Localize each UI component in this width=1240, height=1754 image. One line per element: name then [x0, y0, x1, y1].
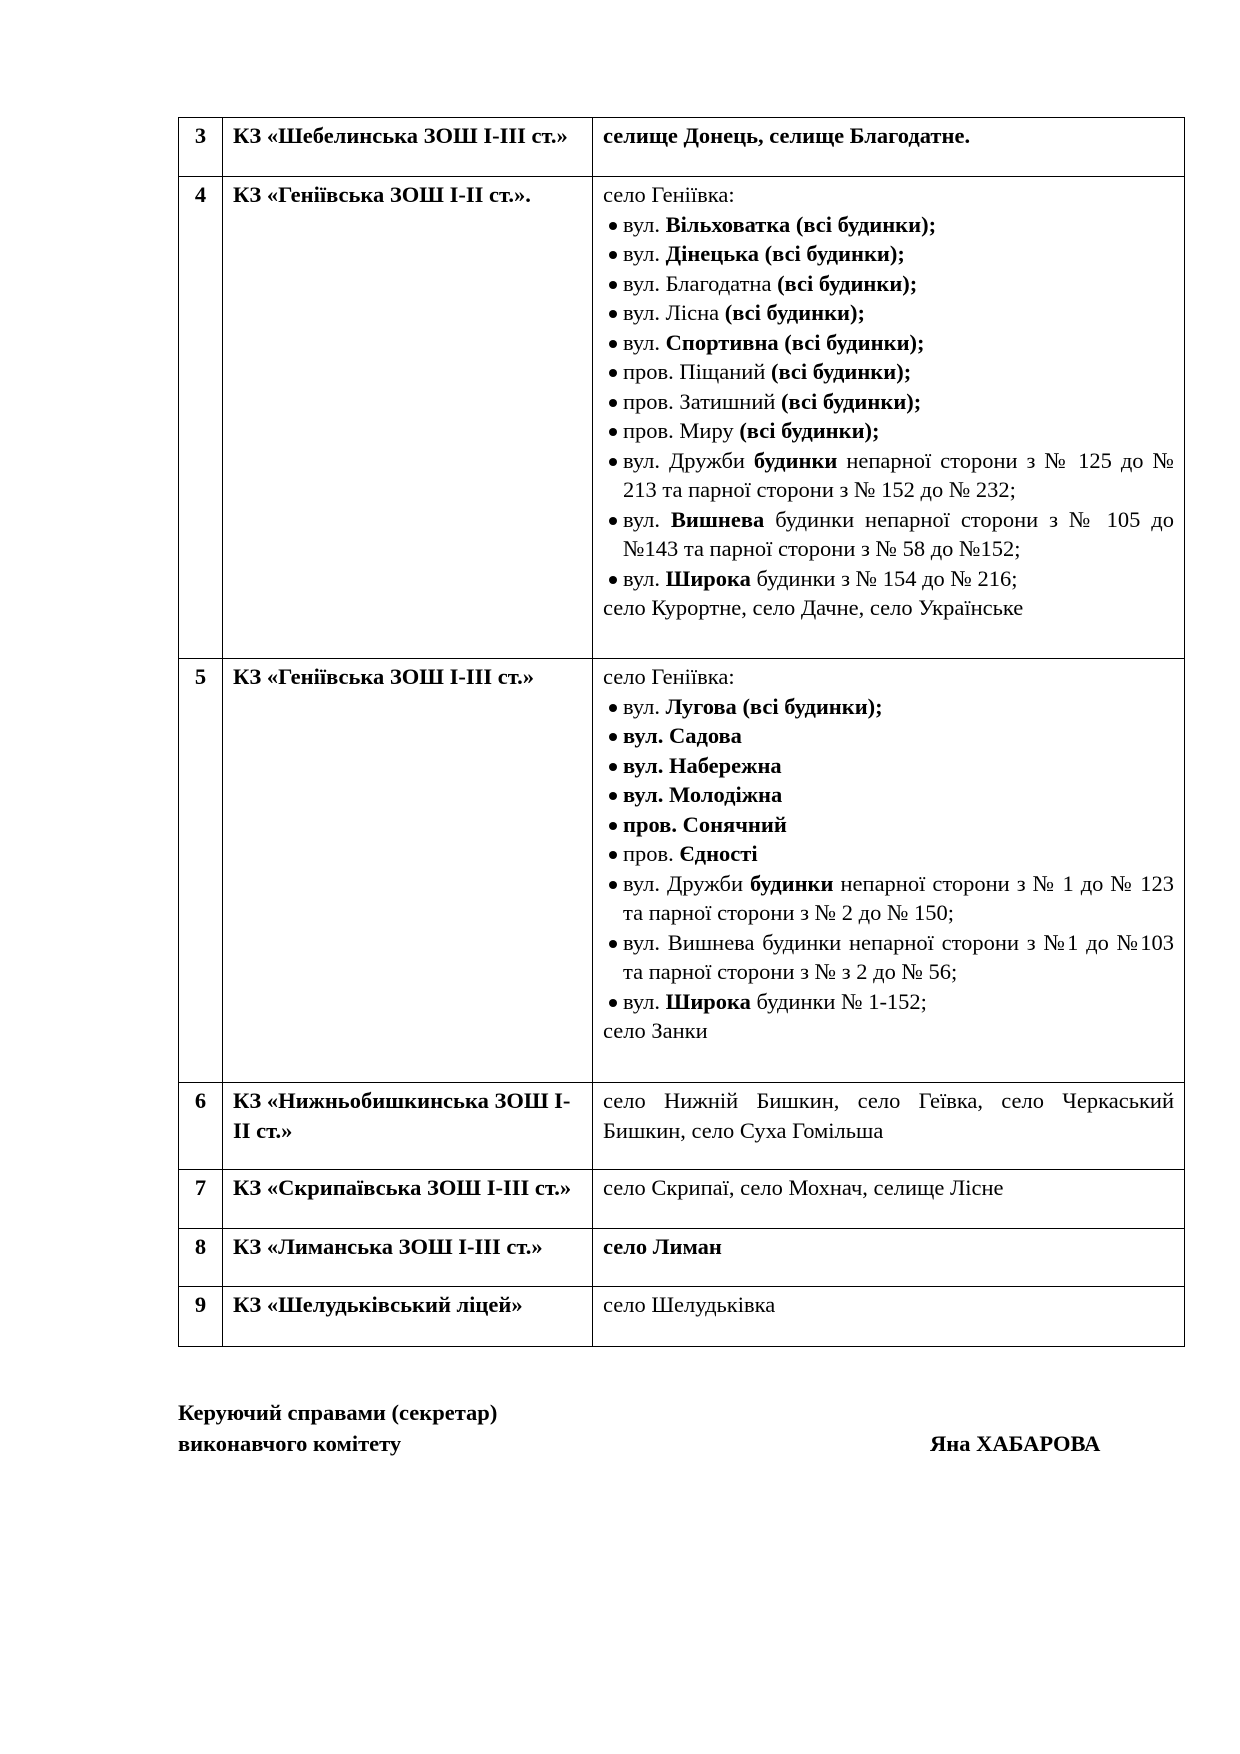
street-item: вул. Лугова (всі будинки);	[603, 692, 1174, 722]
position-line-1: Керуючий справами (секретар)	[178, 1400, 498, 1425]
signatory-position	[178, 1397, 497, 1459]
other-villages: село Занки	[603, 1018, 708, 1043]
districts-table	[178, 117, 1185, 1347]
street-item: вул. Спортивна (всі будинки);	[603, 328, 1174, 358]
row-number: 3	[179, 118, 223, 177]
service-area: село Скрипаї, село Мохнач, селище Лісне	[593, 1170, 1185, 1229]
street-item: вул. Широка будинки з № 154 до № 216;	[603, 564, 1174, 594]
signatory-name: Яна ХАБАРОВА	[930, 1431, 1101, 1456]
school-name: КЗ «Скрипаївська ЗОШ І-ІІІ ст.»	[223, 1170, 593, 1229]
street-item: вул. Молодіжна	[603, 780, 1174, 810]
table-row	[179, 1229, 1185, 1287]
row-number: 7	[179, 1170, 223, 1229]
bullet-icon	[609, 310, 617, 318]
street-item: вул. Вишнева будинки непарної сторони з №1 до №103 та парної сторони з № з 2 до № 56;	[603, 928, 1174, 987]
table-row	[179, 118, 1185, 177]
school-name: КЗ «Геніївська ЗОШ І-ІІ ст.».	[223, 177, 593, 659]
street-item: вул. Садова	[603, 721, 1174, 751]
street-item: вул. Вільховатка (всі будинки);	[603, 210, 1174, 240]
row-number: 6	[179, 1083, 223, 1170]
street-item: пров. Затишний (всі будинки);	[603, 387, 1174, 417]
service-area: село Шелудьківка	[593, 1287, 1185, 1347]
bullet-icon	[609, 340, 617, 348]
row-number: 8	[179, 1229, 223, 1287]
table-row	[179, 659, 1185, 1083]
school-name: КЗ «Лиманська ЗОШ І-ІІІ ст.»	[223, 1229, 593, 1287]
bullet-icon	[609, 576, 617, 584]
table-row	[179, 1170, 1185, 1229]
street-item: вул. Дінецька (всі будинки);	[603, 239, 1174, 269]
street-item: вул. Лісна (всі будинки);	[603, 298, 1174, 328]
street-item: вул. Вишнева будинки непарної сторони з № 105 до №143 та парної сторони з № 58 до №152;	[603, 505, 1174, 564]
street-list	[603, 692, 1174, 1017]
bullet-icon	[609, 940, 617, 948]
bullet-icon	[609, 822, 617, 830]
service-area: село Лиман	[593, 1229, 1185, 1287]
bullet-icon	[609, 458, 617, 466]
table-row	[179, 177, 1185, 659]
bullet-icon	[609, 428, 617, 436]
service-area: село Нижній Бишкин, село Геївка, село Черкаський Бишкин, село Суха Гомільша	[593, 1083, 1185, 1170]
bullet-icon	[609, 222, 617, 230]
bullet-icon	[609, 881, 617, 889]
table-row	[179, 1287, 1185, 1347]
street-item: пров. Єдності	[603, 839, 1174, 869]
bullet-icon	[609, 733, 617, 741]
position-line-2: виконавчого комітету	[178, 1431, 402, 1456]
bullet-icon	[609, 369, 617, 377]
street-item: вул. Широка будинки № 1-152;	[603, 987, 1174, 1017]
school-name: КЗ «Шелудьківський ліцей»	[223, 1287, 593, 1347]
bullet-icon	[609, 999, 617, 1007]
street-item: пров. Сонячний	[603, 810, 1174, 840]
street-item: пров. Піщаний (всі будинки);	[603, 357, 1174, 387]
bullet-icon	[609, 517, 617, 525]
street-item: пров. Миру (всі будинки);	[603, 416, 1174, 446]
street-list	[603, 210, 1174, 594]
other-villages: село Курортне, село Дачне, село Українське	[603, 595, 1024, 620]
school-name: КЗ «Нижньобишкинська ЗОШ І-ІІ ст.»	[223, 1083, 593, 1170]
row-number: 9	[179, 1287, 223, 1347]
service-area	[593, 177, 1185, 659]
bullet-icon	[609, 251, 617, 259]
street-item: вул. Дружби будинки непарної сторони з № 1 до № 123 та парної сторони з № 2 до № 150;	[603, 869, 1174, 928]
row-number: 4	[179, 177, 223, 659]
bullet-icon	[609, 792, 617, 800]
bullet-icon	[609, 851, 617, 859]
bullet-icon	[609, 763, 617, 771]
street-item: вул. Дружби будинки непарної сторони з № 125 до № 213 та парної сторони з № 152 до № 232;	[603, 446, 1174, 505]
row-number: 5	[179, 659, 223, 1083]
bullet-icon	[609, 704, 617, 712]
school-name: КЗ «Шебелинська ЗОШ І-ІІІ ст.»	[223, 118, 593, 177]
street-item: вул. Благодатна (всі будинки);	[603, 269, 1174, 299]
service-area: селище Донець, селище Благодатне.	[593, 118, 1185, 177]
street-item: вул. Набережна	[603, 751, 1174, 781]
school-name: КЗ «Геніївська ЗОШ І-ІІІ ст.»	[223, 659, 593, 1083]
table-row	[179, 1083, 1185, 1170]
village-name: село Геніївка:	[603, 182, 735, 207]
village-name: село Геніївка:	[603, 664, 735, 689]
service-area	[593, 659, 1185, 1083]
bullet-icon	[609, 281, 617, 289]
bullet-icon	[609, 399, 617, 407]
